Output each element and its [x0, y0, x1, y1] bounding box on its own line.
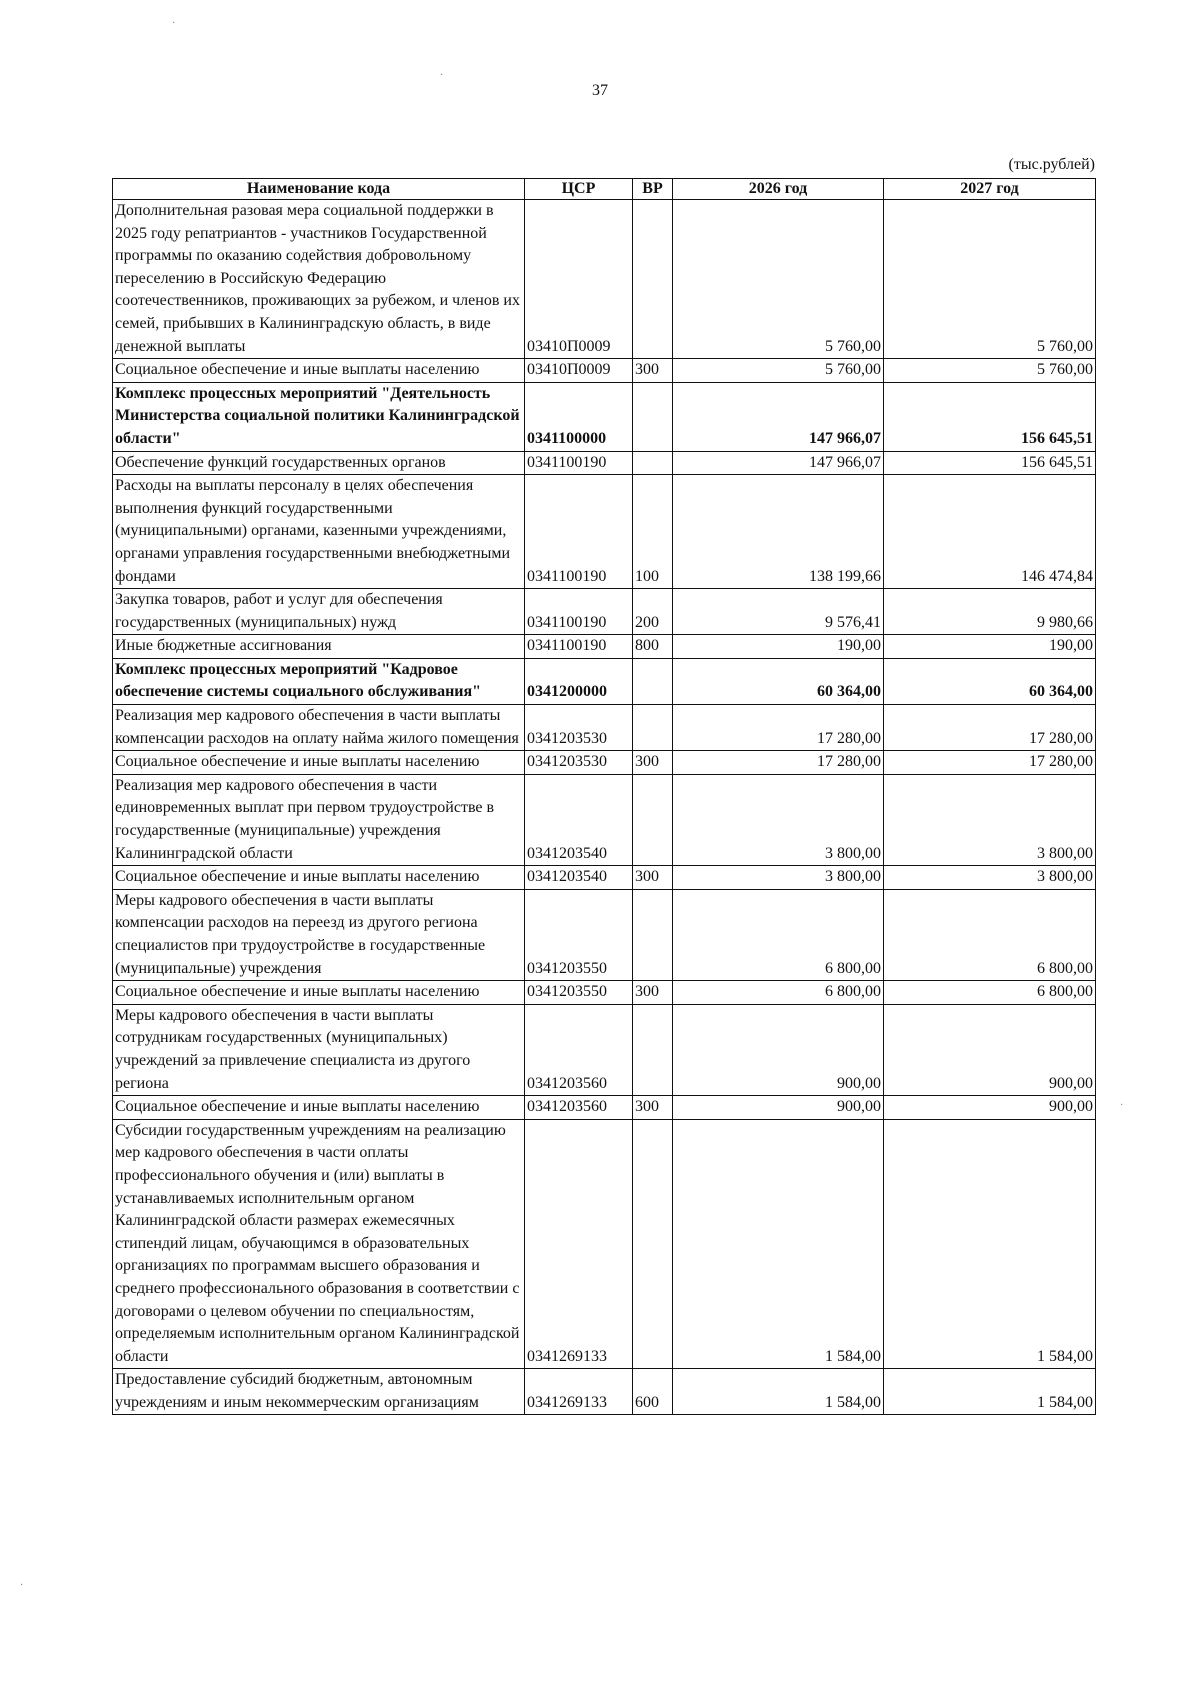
- cell-2026: 6 800,00: [673, 889, 884, 980]
- cell-csr: 0341203540: [525, 774, 633, 865]
- table-row: [113, 981, 1096, 1005]
- cell-vr: [633, 1119, 673, 1369]
- cell-2026: 1 584,00: [673, 1119, 884, 1369]
- header-2026: 2026 год: [673, 179, 884, 200]
- scan-speck: ·: [1120, 1100, 1124, 1111]
- cell-name: Социальное обеспечение и иные выплаты населению: [113, 359, 525, 383]
- cell-vr: 600: [633, 1369, 673, 1415]
- cell-2026: 190,00: [673, 635, 884, 659]
- cell-2026: 3 800,00: [673, 774, 884, 865]
- cell-csr: 0341100190: [525, 475, 633, 589]
- cell-2027: 6 800,00: [884, 981, 1096, 1005]
- table-row: [113, 1119, 1096, 1369]
- header-csr: ЦСР: [525, 179, 633, 200]
- cell-2026: 138 199,66: [673, 475, 884, 589]
- cell-csr: 0341200000: [525, 658, 633, 704]
- cell-2027: 17 280,00: [884, 705, 1096, 751]
- cell-2026: 147 966,07: [673, 382, 884, 451]
- cell-vr: 300: [633, 359, 673, 383]
- cell-2027: 3 800,00: [884, 774, 1096, 865]
- budget-table: [112, 178, 1096, 1415]
- cell-2027: 3 800,00: [884, 866, 1096, 890]
- cell-name: Социальное обеспечение и иные выплаты населению: [113, 751, 525, 775]
- cell-vr: [633, 889, 673, 980]
- header-vr: ВР: [633, 179, 673, 200]
- cell-vr: 300: [633, 1096, 673, 1120]
- header-name: Наименование кода: [113, 179, 525, 200]
- cell-csr: 0341100190: [525, 451, 633, 475]
- cell-vr: 100: [633, 475, 673, 589]
- cell-2027: 6 800,00: [884, 889, 1096, 980]
- cell-name: Закупка товаров, работ и услуг для обеспечения государственных (муниципальных) нужд: [113, 589, 525, 635]
- cell-2027: 900,00: [884, 1004, 1096, 1095]
- cell-2026: 17 280,00: [673, 705, 884, 751]
- table-row: [113, 866, 1096, 890]
- table-row: [113, 1369, 1096, 1415]
- cell-2026: 5 760,00: [673, 200, 884, 359]
- cell-csr: 0341100000: [525, 382, 633, 451]
- cell-2026: 900,00: [673, 1096, 884, 1120]
- table-row: [113, 475, 1096, 589]
- cell-2027: 1 584,00: [884, 1369, 1096, 1415]
- table-row: [113, 382, 1096, 451]
- cell-csr: 0341203540: [525, 866, 633, 890]
- cell-name: Социальное обеспечение и иные выплаты населению: [113, 1096, 525, 1120]
- cell-2026: 17 280,00: [673, 751, 884, 775]
- cell-csr: 0341203530: [525, 705, 633, 751]
- cell-vr: 300: [633, 866, 673, 890]
- cell-name: Расходы на выплаты персоналу в целях обеспечения выполнения функций государственными (муниципальными) органами, казенными учреждениями, органами управления государственными внебюджетными фондами: [113, 475, 525, 589]
- cell-csr: 0341203560: [525, 1004, 633, 1095]
- cell-csr: 0341203550: [525, 981, 633, 1005]
- table-row: [113, 451, 1096, 475]
- cell-2027: 146 474,84: [884, 475, 1096, 589]
- cell-csr: 0341269133: [525, 1369, 633, 1415]
- cell-vr: [633, 774, 673, 865]
- cell-csr: 0341100190: [525, 635, 633, 659]
- cell-name: Социальное обеспечение и иные выплаты населению: [113, 866, 525, 890]
- cell-csr: 03410П0009: [525, 359, 633, 383]
- scan-speck: ·: [172, 18, 176, 29]
- cell-2026: 60 364,00: [673, 658, 884, 704]
- cell-2027: 9 980,66: [884, 589, 1096, 635]
- cell-name: Меры кадрового обеспечения в части выплаты сотрудникам государственных (муниципальных) учреждений за привлечение специалиста из другого региона: [113, 1004, 525, 1095]
- page-number: 37: [592, 82, 608, 99]
- cell-csr: 0341203530: [525, 751, 633, 775]
- cell-2026: 900,00: [673, 1004, 884, 1095]
- cell-2026: 6 800,00: [673, 981, 884, 1005]
- scan-speck: ·: [440, 70, 444, 81]
- table-row: [113, 889, 1096, 980]
- cell-name: Дополнительная разовая мера социальной поддержки в 2025 году репатриантов - участников Государственной программы по оказанию содействия добровольному переселению в Российскую Федерацию соотечественников, проживающих за рубежом, и членов их семей, прибывших в Калининградскую область, в виде денежной выплаты: [113, 200, 525, 359]
- cell-vr: [633, 451, 673, 475]
- cell-vr: [633, 658, 673, 704]
- cell-vr: 300: [633, 751, 673, 775]
- cell-2027: 900,00: [884, 1096, 1096, 1120]
- table-row: [113, 635, 1096, 659]
- cell-vr: [633, 1004, 673, 1095]
- cell-csr: 0341100190: [525, 589, 633, 635]
- cell-2026: 1 584,00: [673, 1369, 884, 1415]
- cell-2027: 5 760,00: [884, 200, 1096, 359]
- cell-2027: 17 280,00: [884, 751, 1096, 775]
- scan-speck: ·: [20, 1580, 24, 1591]
- cell-vr: 800: [633, 635, 673, 659]
- cell-vr: [633, 200, 673, 359]
- cell-2026: 147 966,07: [673, 451, 884, 475]
- cell-2027: 5 760,00: [884, 359, 1096, 383]
- cell-csr: 0341203550: [525, 889, 633, 980]
- cell-vr: [633, 705, 673, 751]
- cell-name: Меры кадрового обеспечения в части выплаты компенсации расходов на переезд из другого региона специалистов при трудоустройстве в государственные (муниципальные) учреждения: [113, 889, 525, 980]
- cell-2027: 156 645,51: [884, 451, 1096, 475]
- cell-2026: 5 760,00: [673, 359, 884, 383]
- cell-name: Субсидии государственным учреждениям на реализацию мер кадрового обеспечения в части оплаты профессионального обучения и (или) выплаты в устанавливаемых исполнительным органом Калининградской области размерах ежемесячных стипендий лицам, обучающимся в образовательных организациях по программам высшего образования и среднего профессионального образования в соответствии с договорами о целевом обучении по специальностям, определяемым исполнительным органом Калининградской области: [113, 1119, 525, 1369]
- cell-vr: [633, 382, 673, 451]
- table-row: [113, 200, 1096, 359]
- units-note: (тыс.рублей): [1008, 156, 1095, 173]
- cell-name: Комплекс процессных мероприятий "Кадровое обеспечение системы социального обслуживания": [113, 658, 525, 704]
- table-row: [113, 774, 1096, 865]
- cell-name: Иные бюджетные ассигнования: [113, 635, 525, 659]
- table-row: [113, 751, 1096, 775]
- cell-name: Предоставление субсидий бюджетным, автономным учреждениям и иным некоммерческим организациям: [113, 1369, 525, 1415]
- cell-csr: 0341269133: [525, 1119, 633, 1369]
- cell-2027: 190,00: [884, 635, 1096, 659]
- table-row: [113, 589, 1096, 635]
- cell-vr: 200: [633, 589, 673, 635]
- cell-name: Социальное обеспечение и иные выплаты населению: [113, 981, 525, 1005]
- cell-name: Реализация мер кадрового обеспечения в части выплаты компенсации расходов на оплату найма жилого помещения: [113, 705, 525, 751]
- cell-csr: 03410П0009: [525, 200, 633, 359]
- table-row: [113, 1096, 1096, 1120]
- table-body: [113, 200, 1096, 1415]
- cell-name: Реализация мер кадрового обеспечения в части единовременных выплат при первом трудоустройстве в государственные (муниципальные) учреждения Калининградской области: [113, 774, 525, 865]
- cell-name: Комплекс процессных мероприятий "Деятельность Министерства социальной политики Калининградской области": [113, 382, 525, 451]
- cell-2026: 3 800,00: [673, 866, 884, 890]
- header-row: [113, 179, 1096, 200]
- table-row: [113, 359, 1096, 383]
- cell-2027: 60 364,00: [884, 658, 1096, 704]
- cell-2027: 1 584,00: [884, 1119, 1096, 1369]
- cell-name: Обеспечение функций государственных органов: [113, 451, 525, 475]
- cell-csr: 0341203560: [525, 1096, 633, 1120]
- table-row: [113, 705, 1096, 751]
- cell-vr: 300: [633, 981, 673, 1005]
- header-2027: 2027 год: [884, 179, 1096, 200]
- cell-2026: 9 576,41: [673, 589, 884, 635]
- cell-2027: 156 645,51: [884, 382, 1096, 451]
- table-row: [113, 658, 1096, 704]
- table-row: [113, 1004, 1096, 1095]
